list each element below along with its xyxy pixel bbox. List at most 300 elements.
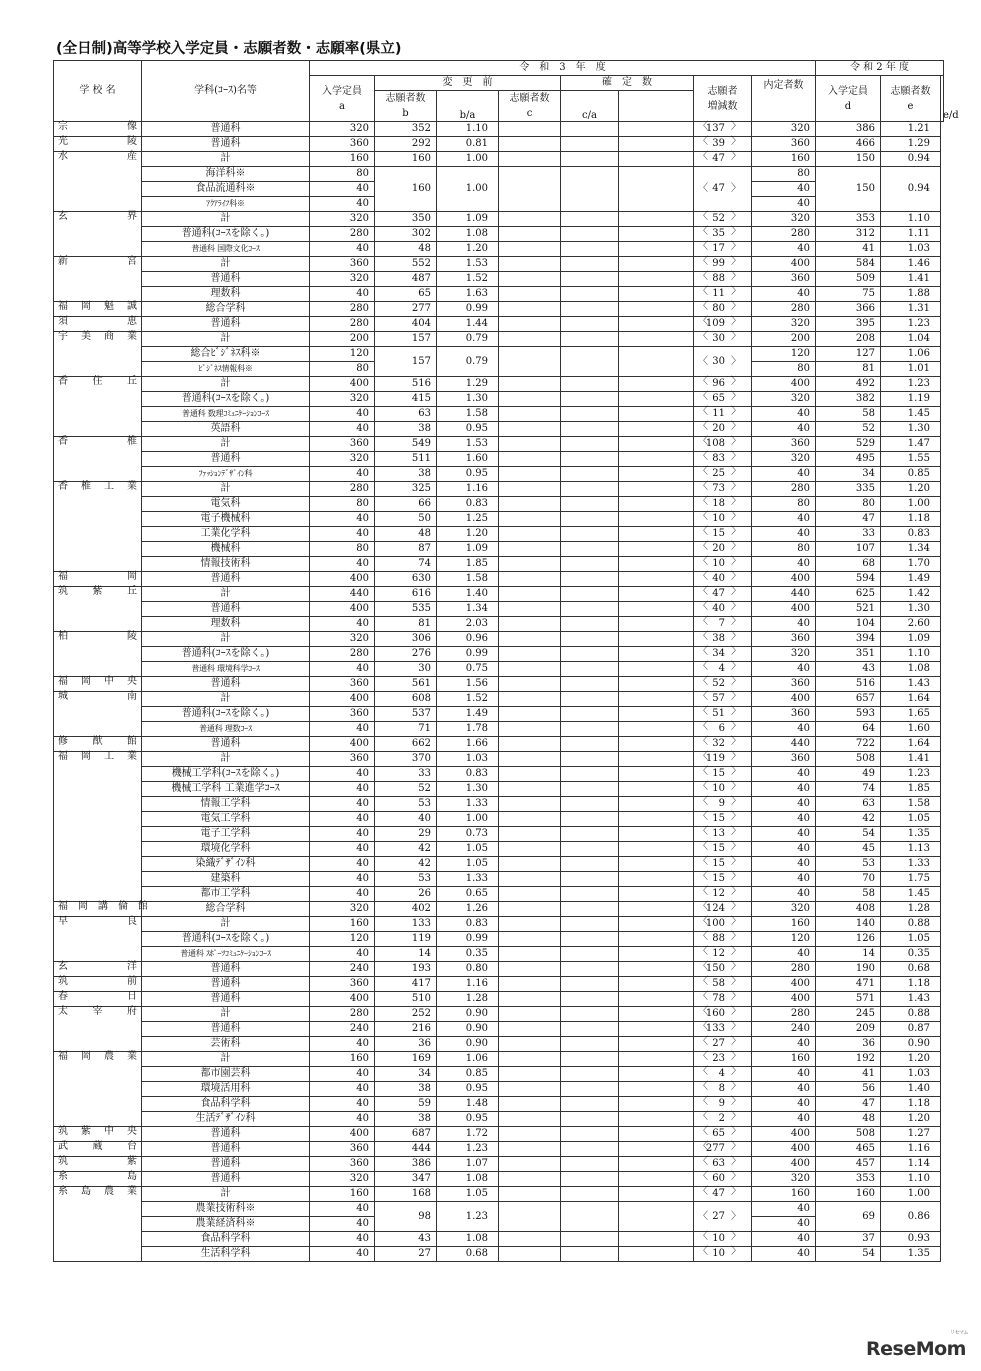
naitei-value: 7 <box>718 618 725 629</box>
ratio-ba: 1.05 <box>437 1187 499 1202</box>
capacity-a: 400 <box>310 692 375 707</box>
capacity-d: 40 <box>752 557 816 572</box>
table-row <box>54 587 944 602</box>
naitei-value: 47 <box>712 153 725 164</box>
capacity-a: 40 <box>310 1247 375 1262</box>
applicants-e: 64 <box>816 722 881 737</box>
bracket-close-icon: 〉 <box>731 826 741 837</box>
applicants-e: 492 <box>816 377 881 392</box>
table-row <box>54 737 944 752</box>
header-applicants-c: 志願者数 c <box>499 91 561 122</box>
ratio-ed: 1.58 <box>881 797 941 812</box>
bracket-close-icon: 〉 <box>731 961 741 972</box>
ratio-ba: 1.07 <box>437 1157 499 1172</box>
applicants-e: 43 <box>816 662 881 677</box>
ratio-ba: 1.60 <box>437 452 499 467</box>
naitei <box>694 572 752 587</box>
dept-name: ｱｸｱﾗｲﾌ科※ <box>142 197 310 212</box>
ratio-ca <box>561 827 619 842</box>
capacity-d: 400 <box>752 1157 816 1172</box>
naitei <box>694 632 752 647</box>
school-name: 福 岡 <box>54 572 142 587</box>
naitei <box>694 227 752 242</box>
dept-name: 計 <box>142 152 310 167</box>
header-school-name: 学 校 名 <box>54 61 142 122</box>
bracket-close-icon: 〉 <box>731 676 741 687</box>
ratio-ba: 0.95 <box>437 422 499 437</box>
naitei <box>694 302 752 317</box>
dept-name: 普通科 <box>142 1157 310 1172</box>
ratio-ed: 0.83 <box>881 527 941 542</box>
dept-name: 染織ﾃﾞｻﾞｲﾝ科 <box>142 857 310 872</box>
school-name: 筑 紫 中 央 <box>54 1127 142 1142</box>
dept-name: 計 <box>142 332 310 347</box>
school-name: 太 宰 府 <box>54 1007 142 1052</box>
capacity-d: 40 <box>752 1082 816 1097</box>
ratio-ca <box>561 377 619 392</box>
bracket-close-icon: 〉 <box>731 1096 741 1107</box>
table-row <box>54 377 944 392</box>
ratio-ed: 1.18 <box>881 977 941 992</box>
dept-name: 普通科 <box>142 677 310 692</box>
ratio-ba: 1.09 <box>437 542 499 557</box>
applicants-b: 608 <box>375 692 437 707</box>
capacity-d: 440 <box>752 587 816 602</box>
bracket-close-icon: 〉 <box>731 991 741 1002</box>
naitei-value: 23 <box>712 1053 725 1064</box>
naitei <box>694 287 752 302</box>
capacity-a: 40 <box>310 947 375 962</box>
naitei <box>694 692 752 707</box>
applicants-b: 325 <box>375 482 437 497</box>
capacity-d: 320 <box>752 212 816 227</box>
naitei-value: 10 <box>712 513 725 524</box>
table-row <box>54 287 944 302</box>
naitei-value: 25 <box>712 468 725 479</box>
applicants-b: 66 <box>375 497 437 512</box>
naitei-value: 10 <box>712 1233 725 1244</box>
capacity-d: 360 <box>752 437 816 452</box>
increase <box>619 797 694 812</box>
applicants-e: 58 <box>816 887 881 902</box>
applicants-e: 41 <box>816 242 881 257</box>
capacity-d: 400 <box>752 572 816 587</box>
applicants-c <box>499 992 561 1007</box>
naitei <box>694 137 752 152</box>
naitei-value: 80 <box>712 303 725 314</box>
ratio-ed: 1.34 <box>881 542 941 557</box>
bracket-open-icon: 〈 <box>698 331 708 342</box>
bracket-open-icon: 〈 <box>698 1006 708 1017</box>
ratio-ed: 1.18 <box>881 1097 941 1112</box>
bracket-close-icon: 〉 <box>731 406 741 417</box>
school-name: 新 宮 <box>54 257 142 302</box>
naitei-value: 15 <box>712 858 725 869</box>
ratio-ca <box>561 482 619 497</box>
dept-name: 生活科学科 <box>142 1247 310 1262</box>
naitei <box>694 512 752 527</box>
dept-name: 電気科 <box>142 497 310 512</box>
increase <box>619 1022 694 1037</box>
increase <box>619 872 694 887</box>
dept-name: 理数科 <box>142 287 310 302</box>
dept-name: 普通科 <box>142 1142 310 1157</box>
bracket-close-icon: 〉 <box>731 1111 741 1122</box>
header-ratio-ca: c/a <box>561 91 619 122</box>
table-row <box>54 527 944 542</box>
ratio-ca <box>561 767 619 782</box>
applicants-e: 208 <box>816 332 881 347</box>
bracket-open-icon: 〈 <box>698 1051 708 1062</box>
ratio-ca <box>561 857 619 872</box>
ratio-ba: 1.16 <box>437 482 499 497</box>
bracket-open-icon: 〈 <box>698 616 708 627</box>
capacity-d: 400 <box>752 257 816 272</box>
ratio-ca <box>561 662 619 677</box>
ratio-ed: 1.23 <box>881 317 941 332</box>
bracket-open-icon: 〈 <box>698 316 708 327</box>
capacity-a: 40 <box>310 467 375 482</box>
bracket-close-icon: 〉 <box>731 241 741 252</box>
naitei <box>694 647 752 662</box>
capacity-a: 280 <box>310 317 375 332</box>
table-row <box>54 302 944 317</box>
dept-name: 普通科 <box>142 737 310 752</box>
naitei-value: 65 <box>712 1128 725 1139</box>
capacity-d: 160 <box>752 917 816 932</box>
table-row <box>54 1172 944 1187</box>
applicants-c <box>499 1202 561 1232</box>
dept-name: 情報工学科 <box>142 797 310 812</box>
table-row <box>54 1187 944 1202</box>
header-reiwa2: 令 和 2 年 度 <box>816 61 944 76</box>
ratio-ca <box>561 152 619 167</box>
page-title: (全日制)高等学校入学定員・志願者数・志願率(県立) <box>56 41 402 57</box>
applicants-c <box>499 557 561 572</box>
capacity-a: 40 <box>310 617 375 632</box>
applicants-b: 38 <box>375 422 437 437</box>
bracket-close-icon: 〉 <box>731 721 741 732</box>
increase <box>619 437 694 452</box>
ratio-ca <box>561 617 619 632</box>
applicants-c <box>499 1112 561 1127</box>
increase <box>619 572 694 587</box>
applicants-e: 584 <box>816 257 881 272</box>
bracket-close-icon: 〉 <box>731 706 741 717</box>
ratio-ca <box>561 332 619 347</box>
ratio-ca <box>561 1202 619 1232</box>
dept-name: 生活ﾃﾞｻﾞｲﾝ科 <box>142 1112 310 1127</box>
ratio-ed: 1.29 <box>881 137 941 152</box>
capacity-a: 160 <box>310 152 375 167</box>
applicants-e: 594 <box>816 572 881 587</box>
dept-name: 計 <box>142 482 310 497</box>
ratio-ca <box>561 917 619 932</box>
naitei-value: 96 <box>712 378 725 389</box>
capacity-d: 40 <box>752 1217 816 1232</box>
applicants-c <box>499 812 561 827</box>
ratio-ba: 1.53 <box>437 437 499 452</box>
table-body <box>54 122 944 1262</box>
increase <box>619 1202 694 1232</box>
bracket-close-icon: 〉 <box>731 256 741 267</box>
table-row <box>54 722 944 737</box>
bracket-close-icon: 〉 <box>731 481 741 492</box>
ratio-ba: 2.03 <box>437 617 499 632</box>
applicants-b: 71 <box>375 722 437 737</box>
applicants-c <box>499 542 561 557</box>
ratio-ba: 1.53 <box>437 257 499 272</box>
naitei <box>694 1187 752 1202</box>
bracket-close-icon: 〉 <box>731 811 741 822</box>
bracket-close-icon: 〉 <box>731 871 741 882</box>
applicants-c <box>499 452 561 467</box>
naitei-value: 4 <box>718 663 725 674</box>
applicants-c <box>499 977 561 992</box>
dept-name: 総合学科 <box>142 302 310 317</box>
applicants-b: 417 <box>375 977 437 992</box>
dept-name: 計 <box>142 752 310 767</box>
dept-name: 英語科 <box>142 422 310 437</box>
naitei <box>694 152 752 167</box>
applicants-b: 40 <box>375 812 437 827</box>
ratio-ba: 0.75 <box>437 662 499 677</box>
table-row <box>54 917 944 932</box>
capacity-d: 360 <box>752 752 816 767</box>
table-row <box>54 1142 944 1157</box>
dept-name: 工業化学科 <box>142 527 310 542</box>
increase <box>619 152 694 167</box>
ratio-ed: 0.88 <box>881 1007 941 1022</box>
increase <box>619 557 694 572</box>
applicants-b: 50 <box>375 512 437 527</box>
ratio-ba: 0.83 <box>437 497 499 512</box>
ratio-ed: 0.94 <box>881 167 941 212</box>
increase <box>619 272 694 287</box>
naitei-value: 9 <box>718 1098 725 1109</box>
increase <box>619 347 694 377</box>
applicants-e: 63 <box>816 797 881 812</box>
ratio-ba: 1.10 <box>437 122 499 137</box>
increase <box>619 767 694 782</box>
applicants-e: 466 <box>816 137 881 152</box>
capacity-a: 40 <box>310 422 375 437</box>
ratio-ca <box>561 302 619 317</box>
naitei-value: 78 <box>712 993 725 1004</box>
naitei-value: 15 <box>712 768 725 779</box>
ratio-ca <box>561 692 619 707</box>
naitei-value: 88 <box>712 273 725 284</box>
increase <box>619 1037 694 1052</box>
naitei <box>694 1232 752 1247</box>
capacity-a: 280 <box>310 227 375 242</box>
applicants-c <box>499 422 561 437</box>
table-row <box>54 797 944 812</box>
applicants-e: 48 <box>816 1112 881 1127</box>
applicants-b: 81 <box>375 617 437 632</box>
naitei <box>694 1007 752 1022</box>
applicants-c <box>499 692 561 707</box>
ratio-ed: 0.88 <box>881 917 941 932</box>
naitei-value: 11 <box>712 288 725 299</box>
applicants-b: 38 <box>375 467 437 482</box>
increase <box>619 122 694 137</box>
school-name: 武 蔵 台 <box>54 1142 142 1157</box>
ratio-ed: 1.46 <box>881 257 941 272</box>
ratio-ed: 1.35 <box>881 1247 941 1262</box>
capacity-a: 40 <box>310 197 375 212</box>
table-row <box>54 452 944 467</box>
ratio-ba: 0.95 <box>437 467 499 482</box>
bracket-close-icon: 〉 <box>731 121 741 132</box>
applicants-c <box>499 887 561 902</box>
increase <box>619 257 694 272</box>
naitei-value: 15 <box>712 813 725 824</box>
table-row <box>54 1022 944 1037</box>
applicants-e: 366 <box>816 302 881 317</box>
applicants-b: 537 <box>375 707 437 722</box>
ratio-ca <box>561 947 619 962</box>
applicants-b: 30 <box>375 662 437 677</box>
dept-name: 芸術科 <box>142 1037 310 1052</box>
ratio-ed: 1.23 <box>881 767 941 782</box>
table-row <box>54 152 944 167</box>
bracket-open-icon: 〈 <box>698 691 708 702</box>
ratio-ed: 1.00 <box>881 1187 941 1202</box>
naitei-value: 20 <box>712 423 725 434</box>
ratio-ed: 1.06 <box>881 347 941 362</box>
bracket-open-icon: 〈 <box>698 841 708 852</box>
ratio-ba: 1.16 <box>437 977 499 992</box>
ratio-ed: 1.19 <box>881 392 941 407</box>
bracket-open-icon: 〈 <box>698 301 708 312</box>
bracket-open-icon: 〈 <box>698 496 708 507</box>
applicants-b: 33 <box>375 767 437 782</box>
ratio-ba: 1.56 <box>437 677 499 692</box>
increase <box>619 857 694 872</box>
bracket-close-icon: 〉 <box>731 541 741 552</box>
naitei <box>694 257 752 272</box>
naitei <box>694 467 752 482</box>
naitei-value: 9 <box>718 798 725 809</box>
ratio-ba: 0.79 <box>437 332 499 347</box>
dept-name: 普通科 <box>142 602 310 617</box>
table-row <box>54 242 944 257</box>
capacity-a: 40 <box>310 557 375 572</box>
dept-name: 総合ﾋﾞｼﾞﾈｽ科※ <box>142 347 310 362</box>
naitei <box>694 1037 752 1052</box>
applicants-b: 53 <box>375 797 437 812</box>
ratio-ed: 1.70 <box>881 557 941 572</box>
applicants-e: 395 <box>816 317 881 332</box>
naitei <box>694 947 752 962</box>
bracket-close-icon: 〉 <box>731 1006 741 1017</box>
ratio-ca <box>561 347 619 377</box>
ratio-ba: 1.33 <box>437 797 499 812</box>
capacity-d: 360 <box>752 632 816 647</box>
bracket-close-icon: 〉 <box>731 496 741 507</box>
ratio-ba: 1.58 <box>437 407 499 422</box>
bracket-close-icon: 〉 <box>731 556 741 567</box>
bracket-close-icon: 〉 <box>731 976 741 987</box>
applicants-e: 74 <box>816 782 881 797</box>
bracket-close-icon: 〉 <box>731 451 741 462</box>
naitei <box>694 1097 752 1112</box>
school-name: 玄 洋 <box>54 962 142 977</box>
table-row <box>54 512 944 527</box>
ratio-ed: 1.30 <box>881 422 941 437</box>
naitei <box>694 407 752 422</box>
applicants-e: 150 <box>816 152 881 167</box>
applicants-e: 41 <box>816 1067 881 1082</box>
naitei-value: 137 <box>705 123 725 134</box>
applicants-e: 14 <box>816 947 881 962</box>
naitei-value: 133 <box>705 1023 725 1034</box>
applicants-b: 561 <box>375 677 437 692</box>
bracket-close-icon: 〉 <box>731 376 741 387</box>
applicants-e: 53 <box>816 857 881 872</box>
bracket-open-icon: 〈 <box>698 183 708 194</box>
bracket-open-icon: 〈 <box>698 871 708 882</box>
naitei-value: 30 <box>712 333 725 344</box>
applicants-c <box>499 1097 561 1112</box>
ratio-ca <box>561 137 619 152</box>
bracket-close-icon: 〉 <box>731 751 741 762</box>
ratio-ca <box>561 977 619 992</box>
bracket-open-icon: 〈 <box>698 1111 708 1122</box>
dept-name: 食品科学科 <box>142 1097 310 1112</box>
applicants-c <box>499 722 561 737</box>
applicants-b: 119 <box>375 932 437 947</box>
table-row <box>54 707 944 722</box>
bracket-close-icon: 〉 <box>731 1021 741 1032</box>
ratio-ed: 0.35 <box>881 947 941 962</box>
dept-name: 計 <box>142 692 310 707</box>
applicants-e: 382 <box>816 392 881 407</box>
applicants-b: 302 <box>375 227 437 242</box>
ratio-ba: 1.00 <box>437 152 499 167</box>
capacity-a: 320 <box>310 212 375 227</box>
applicants-e: 593 <box>816 707 881 722</box>
increase <box>619 482 694 497</box>
bracket-close-icon: 〉 <box>731 1081 741 1092</box>
applicants-e: 192 <box>816 1052 881 1067</box>
capacity-a: 280 <box>310 647 375 662</box>
increase <box>619 407 694 422</box>
capacity-d: 40 <box>752 797 816 812</box>
capacity-a: 280 <box>310 1007 375 1022</box>
naitei <box>694 587 752 602</box>
dept-name: ﾋﾞｼﾞﾈｽ情報科※ <box>142 362 310 377</box>
dept-name: 普通科 <box>142 272 310 287</box>
school-name: 香 住 丘 <box>54 377 142 437</box>
dept-name: 建築科 <box>142 872 310 887</box>
capacity-a: 240 <box>310 1022 375 1037</box>
naitei-value: 277 <box>705 1143 725 1154</box>
bracket-close-icon: 〉 <box>731 331 741 342</box>
ratio-ba: 1.08 <box>437 227 499 242</box>
applicants-b: 52 <box>375 782 437 797</box>
ratio-ca <box>561 572 619 587</box>
bracket-open-icon: 〈 <box>698 916 708 927</box>
bracket-open-icon: 〈 <box>698 271 708 282</box>
school-name: 筑 前 <box>54 977 142 992</box>
capacity-a: 40 <box>310 767 375 782</box>
naitei-value: 60 <box>712 1173 725 1184</box>
naitei <box>694 347 752 377</box>
ratio-ba: 1.05 <box>437 857 499 872</box>
applicants-b: 511 <box>375 452 437 467</box>
